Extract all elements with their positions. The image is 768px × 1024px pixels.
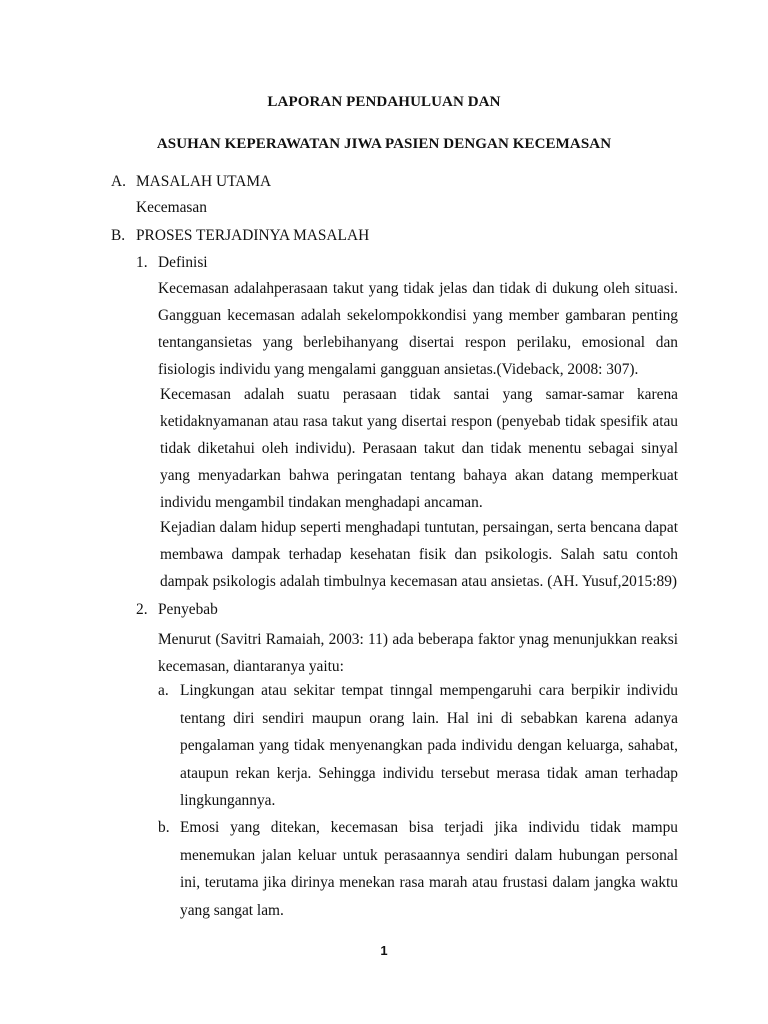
definition-paragraph-2: Kecemasan adalah suatu perasaan tidak santai yang samar-samar karena ketidaknyamanan atau rasa takut yang disertai respon (penyebab tidak spesifik atau tidak diketahui oleh individu). Perasaan takut dan tidak menentu sebagai sinyal yang menyadarkan bahwa peringatan tentang bahaya akan datang memperkuat individu mengambil tindakan menghadapi ancaman. (160, 386, 678, 511)
document-title-line-1: LAPORAN PENDAHULUAN DAN (267, 94, 501, 110)
subsection-1-heading (136, 253, 208, 273)
list-item-marker: a. (158, 682, 169, 699)
subsection-2-title: Penyebab (158, 601, 218, 618)
page-number: 1 (380, 943, 388, 958)
section-b-title: PROSES TERJADINYA MASALAH (136, 227, 370, 244)
subsection-1-marker: 1. (136, 254, 148, 271)
section-a-body: Kecemasan (136, 199, 207, 216)
definition-paragraph-1: Kecemasan adalahperasaan takut yang tidak jelas dan tidak di dukung oleh situasi. Gangguan kecemasan adalah sekelompokkondisi yang member gambaran penting tentangansietas yang berlebihanyang disertai respon perilaku, emosional dan fisiologis individu yang mengalami gangguan ansietas.(Videback, 2008: 307). (158, 280, 678, 378)
section-a-marker: A. (111, 173, 126, 190)
list-item (158, 677, 678, 815)
definition-paragraph-3: Kejadian dalam hidup seperti menghadapi tuntutan, persaingan, serta bencana dapat membawa dampak terhadap kesehatan fisik dan psikologis. Salah satu contoh dampak psikologis adalah timbulnya kecemasan atau ansietas. (AH. Yusuf,2015:89) (160, 519, 678, 590)
cause-intro-paragraph: Menurut (Savitri Ramaiah, 2003: 11) ada beberapa faktor ynag menunjukkan reaksi kecemasan, diantaranya yaitu: (158, 631, 678, 675)
section-a-heading (111, 172, 271, 192)
list-item-text: Emosi yang ditekan, kecemasan bisa terjadi jika individu tidak mampu menemukan jalan keluar untuk perasaannya sendiri dalam hubungan personal ini, terutama jika dirinya menekan rasa marah atau frustasi dalam jangka waktu yang sangat lam. (180, 819, 678, 919)
list-item-marker: b. (158, 819, 170, 836)
list-item (158, 814, 678, 924)
subsection-2-heading (136, 600, 218, 620)
subsection-2-marker: 2. (136, 601, 148, 618)
section-b-heading (111, 226, 369, 246)
section-a-title: MASALAH UTAMA (136, 173, 272, 190)
section-b-marker: B. (111, 227, 126, 244)
document-title-line-2: ASUHAN KEPERAWATAN JIWA PASIEN DENGAN KECEMASAN (156, 136, 612, 152)
list-item-text: Lingkungan atau sekitar tempat tinngal mempengaruhi cara berpikir individu tentang diri sendiri maupun orang lain. Hal ini di sebabkan karena adanya pengalaman yang tidak menyenangkan pada individu dengan keluarga, sahabat, ataupun rekan kerja. Sehingga individu tersebut merasa tidak aman terhadap lingkungannya. (180, 682, 678, 810)
subsection-1-title: Definisi (158, 254, 208, 271)
